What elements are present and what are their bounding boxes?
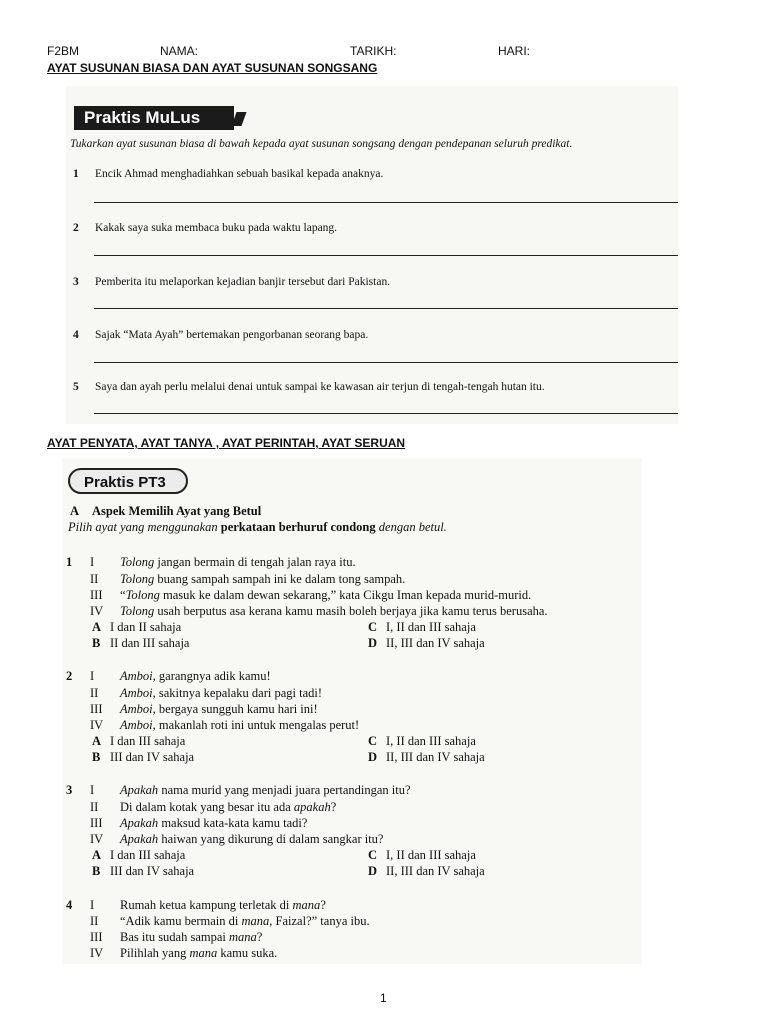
roman-numeral: IV bbox=[90, 604, 104, 618]
statement-text: , sakitnya kepalaku dari pagi tadi! bbox=[152, 686, 323, 700]
statement-text: nama murid yang menjadi juara pertandingan itu? bbox=[158, 783, 411, 797]
praktis-pt3-scan: Praktis PT3 A Aspek Memilih Ayat yang Betul Pilih ayat yang menggunakan perkataan berhuruf condong dengan betul. 1 I Tolong jangan bermain di tengah jalan raya itu. II Tolong buang sampah sampah ini ke dalam tong sampah. III “Tolong masuk ke dalam dewan sekarang,” kata Cikgu Iman kepada murid-murid. IV Tolong usah berputus asa kerana kamu masih boleh berjaya jika kamu terus berusaha. A I dan II sahaja C I, II dan III sahaja B II dan III sahaja D II, III dan IV sahaja 2 I Amboi, garangnya adik kamu! II Amboi, sakitnya kepalaku dari pagi tadi! III Amboi, bergaya sungguh kamu hari ini! IV Amboi, makanlah roti ini untuk mengalas perut! A I dan III sahaja C I, II dan III sahaja B III dan IV sahaja D II, III dan IV sahaja 3 I Apakah nama murid yang menjadi juara pertandingan itu? II Di dalam kotak yang besar itu ada apakah? III Apakah maksud kata-kata kamu tadi? IV Apakah haiwan yang dikurung di dalam sangkar itu? A I dan III sahaja C I, II dan III sahaja B III dan IV sahaja D II, III dan IV sahaja 4 I Rumah ketua kampung terletak di mana? II “Adik kamu bermain di mana, Faizal?” tanya ibu. III Bas itu sudah sampai mana? IV Pilihlah yang mana kamu suka. bbox=[62, 458, 642, 964]
italic-word: Amboi, bbox=[120, 718, 156, 732]
statement-text: , Faizal?” tanya ibu. bbox=[269, 914, 370, 928]
roman-numeral: IV bbox=[90, 832, 104, 846]
statement-text: , garangnya adik kamu! bbox=[152, 669, 271, 683]
aspek-letter: A bbox=[70, 504, 80, 518]
list-item bbox=[73, 168, 663, 184]
section2-title: AYAT PENYATA, AYAT TANYA , AYAT PERINTAH, AYAT SERUAN bbox=[47, 436, 406, 450]
instruction-part: dengan betul. bbox=[378, 520, 447, 534]
item-text: Sajak “Mata Ayah” bertemakan pengorbanan seorang bapa. bbox=[95, 329, 369, 341]
item-text: Pemberita itu melaporkan kejadian banjir tersebut dari Pakistan. bbox=[95, 276, 391, 288]
roman-numeral: III bbox=[90, 588, 103, 602]
praktis-mulus-banner: Praktis MuLus bbox=[74, 106, 234, 130]
answer-line bbox=[94, 202, 678, 203]
statement-text: Di dalam kotak yang besar itu ada bbox=[120, 800, 294, 814]
statement-text: usah berputus asa kerana kamu masih boleh berjaya jika kamu terus berusaha. bbox=[154, 604, 548, 618]
statement-text: ? bbox=[330, 800, 337, 814]
italic-word: Tolong bbox=[120, 604, 155, 618]
option-text: I, II dan III sahaja bbox=[386, 734, 476, 748]
item-number: 2 bbox=[73, 222, 79, 234]
italic-word: Amboi bbox=[120, 686, 153, 700]
italic-word: mana bbox=[241, 914, 270, 928]
option-text: II, III dan IV sahaja bbox=[386, 636, 485, 650]
statement-text: kamu suka. bbox=[217, 946, 278, 960]
item-text: Saya dan ayah perlu melalui denai untuk sampai ke kawasan air terjun di tengah-tengah hutan itu. bbox=[95, 381, 545, 393]
question-number: 2 bbox=[66, 669, 73, 683]
roman-numeral: II bbox=[90, 914, 99, 928]
statement-text: “Adik kamu bermain di bbox=[120, 914, 242, 928]
page-number: 1 bbox=[380, 991, 387, 1005]
answer-line bbox=[94, 308, 678, 309]
list-item bbox=[73, 329, 663, 345]
aspek-title: Aspek Memilih Ayat yang Betul bbox=[92, 504, 262, 518]
item-number: 5 bbox=[73, 381, 79, 393]
list-item bbox=[73, 222, 663, 238]
answer-line bbox=[94, 362, 678, 363]
item-number: 4 bbox=[73, 329, 79, 341]
option-text: III dan IV sahaja bbox=[110, 864, 195, 878]
hari-label: HARI: bbox=[498, 44, 531, 58]
class-label: F2BM bbox=[47, 44, 80, 58]
instruction-emphasis: perkataan berhuruf condong bbox=[220, 520, 376, 534]
praktis-pt3-banner: Praktis PT3 bbox=[68, 468, 188, 494]
italic-word: mana bbox=[229, 930, 257, 944]
italic-word: mana bbox=[292, 898, 321, 912]
option-text: I dan III sahaja bbox=[110, 734, 186, 748]
italic-word: Apakah bbox=[120, 832, 159, 846]
roman-numeral: I bbox=[90, 555, 95, 569]
item-number: 1 bbox=[73, 168, 79, 180]
roman-numeral: II bbox=[90, 800, 99, 814]
roman-numeral: I bbox=[90, 898, 95, 912]
answer-line bbox=[94, 413, 678, 414]
italic-word: apakah bbox=[293, 800, 331, 814]
statement-text: ? bbox=[320, 898, 326, 912]
option-text: I, II dan III sahaja bbox=[386, 620, 476, 634]
nama-label: NAMA: bbox=[160, 44, 199, 58]
section1-title: AYAT SUSUNAN BIASA DAN AYAT SUSUNAN SONGSANG bbox=[47, 61, 378, 75]
statement-text: haiwan yang dikurung di dalam sangkar itu? bbox=[158, 832, 384, 846]
option-text: II, III dan IV sahaja bbox=[386, 750, 485, 764]
question-number: 1 bbox=[66, 555, 73, 569]
roman-numeral: III bbox=[90, 702, 103, 716]
italic-word: Tolong bbox=[120, 572, 155, 586]
roman-numeral: III bbox=[90, 930, 103, 944]
italic-word: Tolong bbox=[120, 555, 155, 569]
italic-word: mana bbox=[189, 946, 218, 960]
option-text: III dan IV sahaja bbox=[110, 750, 195, 764]
section1-instruction: Tukarkan ayat susunan biasa di bawah kepada ayat susunan songsang dengan pendepanan seluruh predikat. bbox=[70, 138, 573, 150]
statement-text: masuk ke dalam dewan sekarang,” kata Cikgu Iman kepada murid-murid. bbox=[159, 588, 532, 602]
statement-text: jangan bermain di tengah jalan raya itu. bbox=[154, 555, 356, 569]
question-number: 4 bbox=[66, 898, 73, 912]
roman-numeral: I bbox=[90, 669, 95, 683]
option-text: II, III dan IV sahaja bbox=[386, 864, 485, 878]
statement-text: Rumah ketua kampung terletak di bbox=[120, 898, 293, 912]
instruction-part: Pilih ayat yang menggunakan bbox=[68, 520, 218, 534]
list-item bbox=[73, 276, 663, 292]
item-number: 3 bbox=[73, 276, 79, 288]
roman-numeral: IV bbox=[90, 718, 104, 732]
answer-line bbox=[94, 255, 678, 256]
statement-text: maksud kata-kata kamu tadi? bbox=[158, 816, 308, 830]
praktis-mulus-scan bbox=[66, 86, 678, 424]
roman-numeral: II bbox=[90, 686, 99, 700]
statement-text: buang sampah sampah ini ke dalam tong sampah. bbox=[154, 572, 406, 586]
italic-word: Amboi, bbox=[120, 702, 156, 716]
item-text: Kakak saya suka membaca buku pada waktu lapang. bbox=[95, 222, 338, 234]
tarikh-label: TARIKH: bbox=[350, 44, 397, 58]
statement-text: bergaya sungguh kamu hari ini! bbox=[155, 702, 318, 716]
item-text: Encik Ahmad menghadiahkan sebuah basikal kepada anaknya. bbox=[95, 168, 384, 180]
roman-numeral: I bbox=[90, 783, 95, 797]
question-number: 3 bbox=[66, 783, 73, 797]
option-text: I, II dan III sahaja bbox=[386, 848, 476, 862]
option-text: I dan II sahaja bbox=[110, 620, 182, 634]
section2-instruction bbox=[68, 520, 447, 535]
italic-word: Apakah bbox=[120, 816, 159, 830]
list-item bbox=[73, 381, 673, 397]
italic-word: Amboi bbox=[120, 669, 153, 683]
statement-text: ? bbox=[256, 930, 263, 944]
statement-text: Pilihlah yang bbox=[120, 946, 190, 960]
statement-text: makanlah roti ini untuk mengalas perut! bbox=[155, 718, 360, 732]
roman-numeral: III bbox=[90, 816, 103, 830]
roman-numeral: IV bbox=[90, 946, 104, 960]
option-text: I dan III sahaja bbox=[110, 848, 186, 862]
statement-text: “ bbox=[120, 588, 126, 602]
option-text: II dan III sahaja bbox=[110, 636, 190, 650]
statement-text: Bas itu sudah sampai bbox=[120, 930, 230, 944]
italic-word: Apakah bbox=[120, 783, 159, 797]
italic-word: Tolong bbox=[125, 588, 160, 602]
roman-numeral: II bbox=[90, 572, 99, 586]
